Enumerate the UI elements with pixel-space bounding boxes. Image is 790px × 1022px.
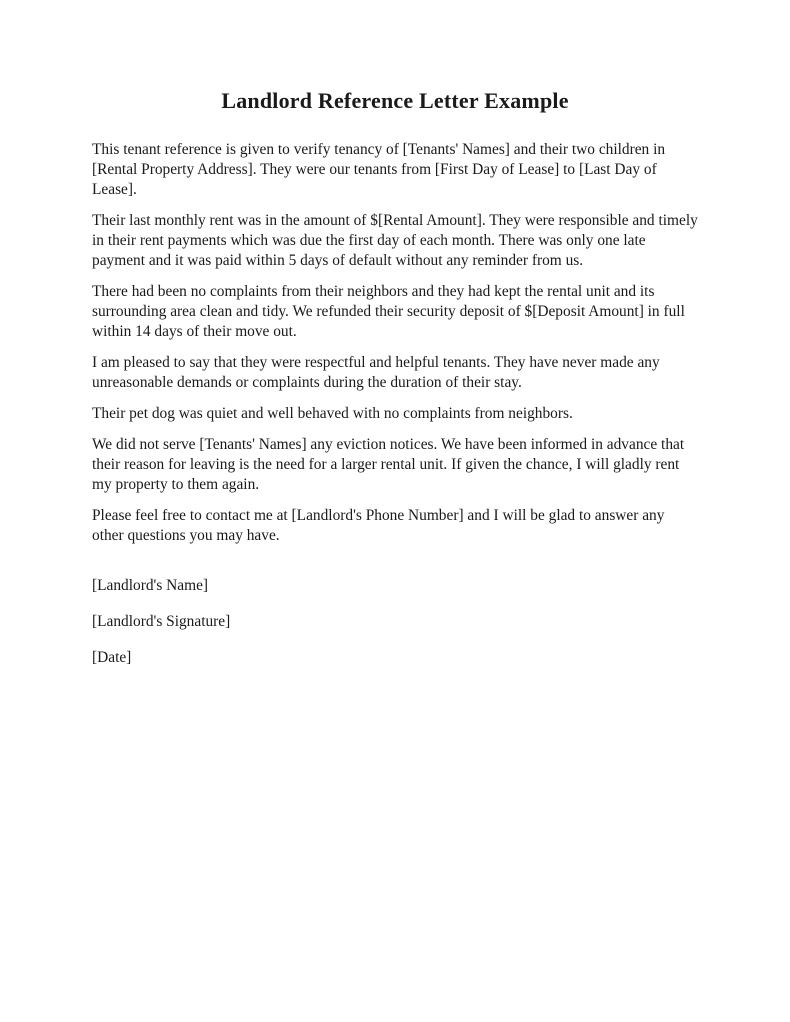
letter-paragraph: I am pleased to say that they were respectful and helpful tenants. They have never made any unreasonable demands or complaints during the duration of their stay. xyxy=(92,354,660,391)
letter-paragraph: Please feel free to contact me at [Landlord's Phone Number] and I will be glad to answer any other questions you may have. xyxy=(92,507,665,544)
letter-paragraph: This tenant reference is given to verify tenancy of [Tenants' Names] and their two children in [Rental Property Address]. They were our tenants from [First Day of Lease] to [Last Day of Lease]. xyxy=(92,141,666,198)
letter-paragraph: Their pet dog was quiet and well behaved with no complaints from neighbors. xyxy=(92,405,573,422)
letter-paragraph: There had been no complaints from their neighbors and they had kept the rental unit and its surrounding area clean and tidy. We refunded their security deposit of $[Deposit Amount] in full within 14 days of their move out. xyxy=(92,283,685,340)
letter-title: Landlord Reference Letter Example xyxy=(221,88,569,113)
signature-line: [Landlord's Signature] xyxy=(92,613,231,630)
signature-line: [Landlord's Name] xyxy=(92,577,209,594)
letter-paragraph: Their last monthly rent was in the amount of $[Rental Amount]. They were responsible and timely in their rent payments which was due the first day of each month. There was only one late payment and it was paid within 5 days of default without any reminder from us. xyxy=(92,212,698,269)
signature-line: [Date] xyxy=(92,649,132,666)
letter-body xyxy=(92,140,698,546)
letter-paragraph: We did not serve [Tenants' Names] any eviction notices. We have been informed in advance that their reason for leaving is the need for a larger rental unit. If given the chance, I will gladly rent my property to them again. xyxy=(92,436,685,493)
signature-block xyxy=(92,576,698,668)
